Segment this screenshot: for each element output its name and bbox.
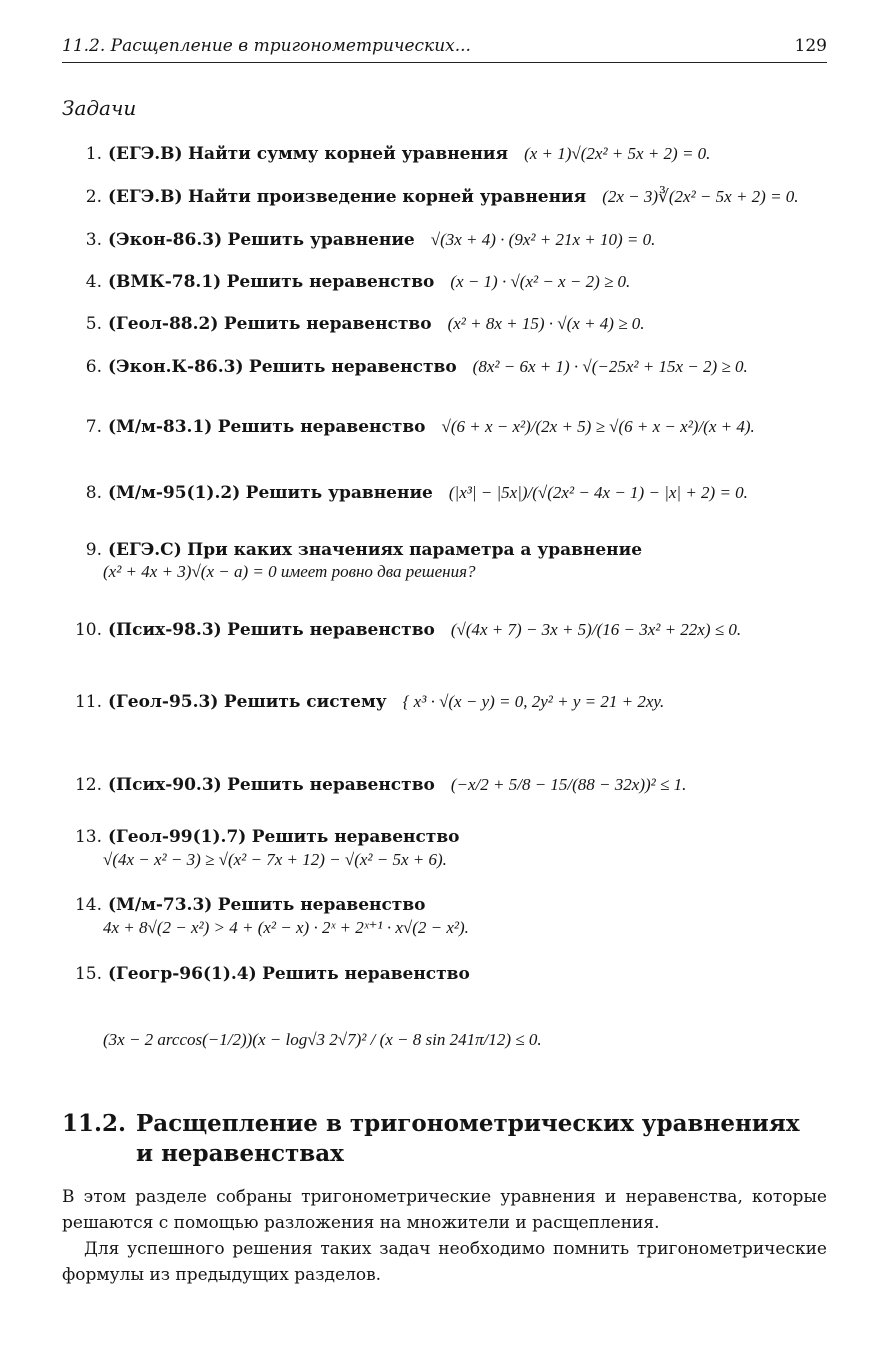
running-header-title: 11.2. Расщепление в тригонометрических...	[62, 36, 471, 56]
formula: (−x/2 + 5/8 − 15/(88 − 32x))² ≤ 1.	[450, 775, 687, 794]
formula: √(3x + 4) · (9x² + 21x + 10) = 0.	[430, 230, 656, 249]
formula: (√(4x + 7) − 3x + 5)/(16 − 3x² + 22x) ≤ 0.	[450, 620, 742, 639]
problems-heading: Задачи	[62, 96, 137, 120]
formula: (x + 1)√(2x² + 5x + 2) = 0.	[524, 144, 711, 163]
problem-6: 6. (Экон.К-86.3) Решить неравенство (8x² − 6x + 1) · √(−25x² + 15x − 2) ≥ 0.	[85, 357, 748, 377]
problem-11: 11. (Геол-95.3) Решить систему { x³ · √(x − y) = 0, 2y² + y = 21 + 2xy.	[74, 692, 665, 712]
formula: √(6 + x − x²)/(2x + 5) ≥ √(6 + x − x²)/(x + 4).	[441, 417, 755, 436]
problem-9: 9. (ЕГЭ.С) При каких значениях параметра a уравнение	[85, 540, 643, 560]
problem-14: 14. (М/м-73.3) Решить неравенство	[74, 895, 426, 915]
page-number: 129	[794, 36, 827, 56]
problem-3: 3. (Экон-86.3) Решить уравнение √(3x + 4) · (9x² + 21x + 10) = 0.	[85, 230, 656, 250]
formula: (|x³| − |5x|)/(√(2x² − 4x − 1) − |x| + 2) = 0.	[448, 483, 748, 502]
problem-12: 12. (Псих-90.3) Решить неравенство (−x/2 + 5/8 − 15/(88 − 32x))² ≤ 1.	[74, 775, 687, 795]
formula: (2x − 3)∛(2x² − 5x + 2) = 0.	[602, 187, 799, 206]
problem-5: 5. (Геол-88.2) Решить неравенство (x² + 8x + 15) · √(x + 4) ≥ 0.	[85, 314, 645, 334]
problem-10: 10. (Псих-98.3) Решить неравенство (√(4x + 7) − 3x + 5)/(16 − 3x² + 22x) ≤ 0.	[74, 620, 742, 640]
problem-13-formula: √(4x − x² − 3) ≥ √(x² − 7x + 12) − √(x² − 5x + 6).	[103, 850, 447, 869]
problem-8: 8. (М/м-95(1).2) Решить уравнение (|x³| − |5x|)/(√(2x² − 4x − 1) − |x| + 2) = 0.	[85, 483, 748, 503]
formula: (x − 1) · √(x² − x − 2) ≥ 0.	[450, 272, 631, 291]
section-title-line1: Расщепление в тригонометрических уравнениях	[136, 1110, 800, 1137]
problem-7: 7. (М/м-83.1) Решить неравенство √(6 + x − x²)/(2x + 5) ≥ √(6 + x − x²)/(x + 4).	[85, 417, 755, 437]
problem-2: 2. (ЕГЭ.В) Найти произведение корней уравнения (2x − 3)∛(2x² − 5x + 2) = 0.	[85, 187, 799, 207]
section-number: 11.2.	[62, 1110, 127, 1137]
problem-9-formula: (x² + 4x + 3)√(x − a) = 0 имеет ровно два решения?	[103, 562, 476, 581]
formula: { x³ · √(x − y) = 0, 2y² + y = 21 + 2xy.	[402, 692, 665, 711]
problem-13: 13. (Геол-99(1).7) Решить неравенство	[74, 827, 460, 847]
problem-15: 15. (Геогр-96(1).4) Решить неравенство	[74, 964, 470, 984]
running-header	[62, 34, 827, 63]
formula: (x² + 8x + 15) · √(x + 4) ≥ 0.	[447, 314, 645, 333]
paragraph: В этом разделе собраны тригонометрические уравнения и неравенства, которые решаются с помощью разложения на множители и расщепления.	[62, 1187, 827, 1233]
section-title-line2: и неравенствах	[136, 1140, 344, 1167]
formula: (8x² − 6x + 1) · √(−25x² + 15x − 2) ≥ 0.	[472, 357, 748, 376]
problem-1: 1. (ЕГЭ.В) Найти сумму корней уравнения (x + 1)√(2x² + 5x + 2) = 0.	[85, 144, 711, 164]
paragraph: Для успешного решения таких задач необходимо помнить тригонометрические формулы из предыдущих разделов.	[62, 1239, 827, 1285]
problem-15-formula: (3x − 2 arccos(−1/2))(x − log√3 2√7)² / (x − 8 sin 241π/12) ≤ 0.	[103, 1030, 542, 1049]
section-heading	[62, 1110, 800, 1137]
problem-14-formula: 4x + 8√(2 − x²) > 4 + (x² − x) · 2ˣ + 2ˣ⁺¹ · x√(2 − x²).	[103, 918, 469, 937]
problem-4: 4. (ВМК-78.1) Решить неравенство (x − 1) · √(x² − x − 2) ≥ 0.	[85, 272, 631, 292]
